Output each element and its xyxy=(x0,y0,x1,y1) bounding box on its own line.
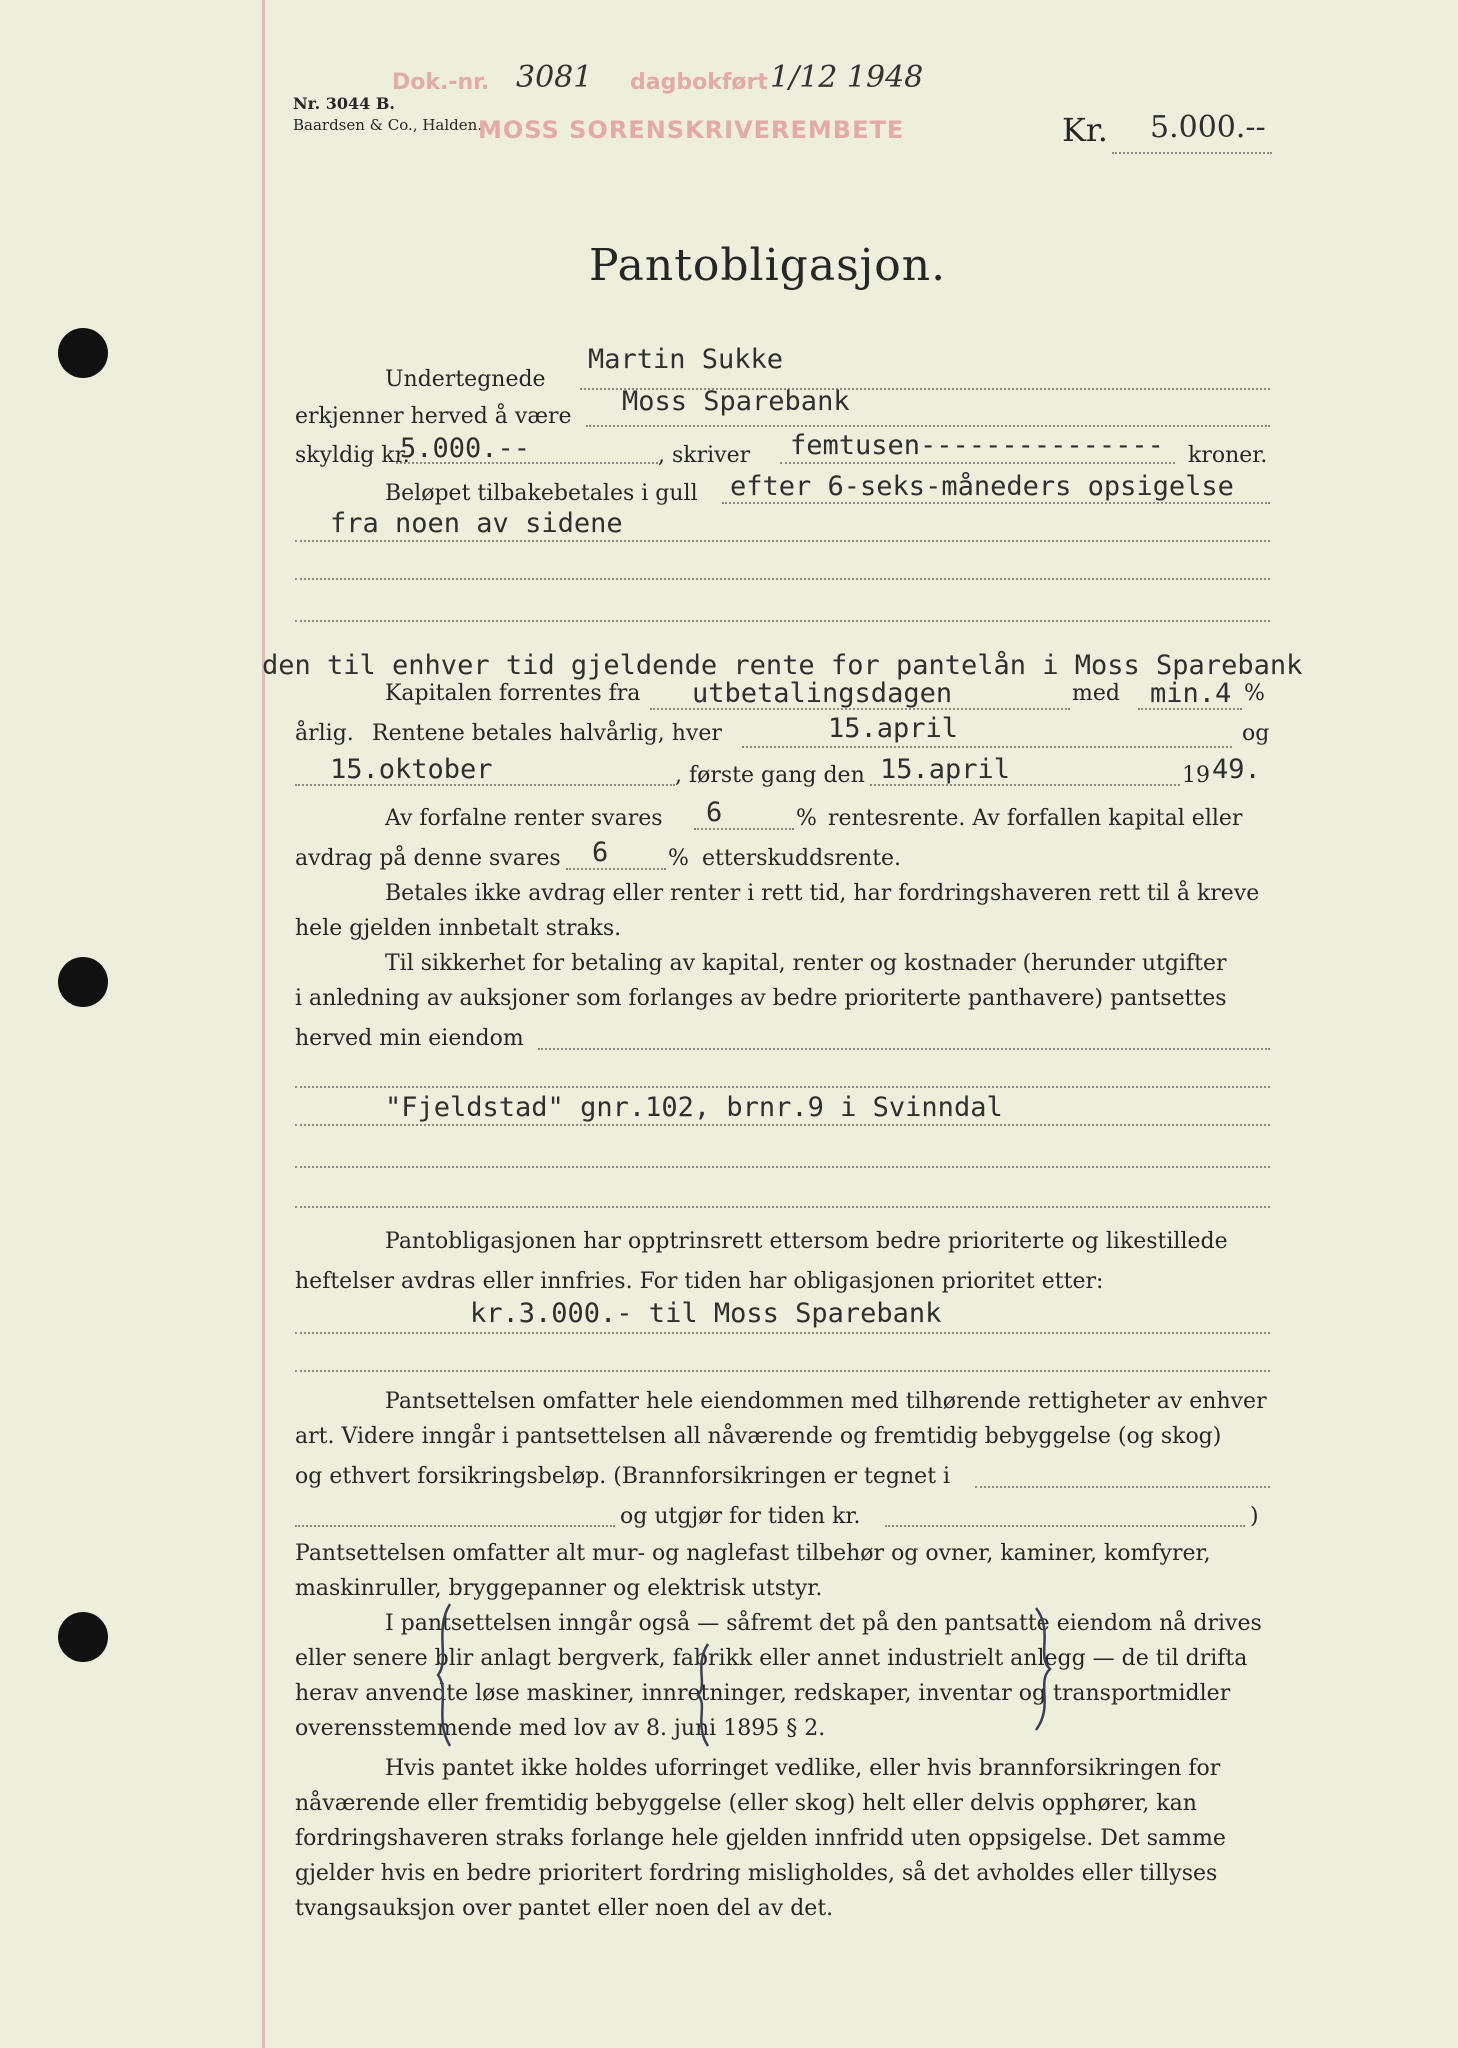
document-title: Pantobligasjon. xyxy=(589,240,947,291)
dotted-line xyxy=(295,1124,1270,1126)
dotted-line xyxy=(295,1166,1270,1168)
arrears-rate: 6 xyxy=(592,837,609,868)
property-description: "Fjeldstad" gnr.102, brnr.9 i Svinndal xyxy=(385,1092,1003,1123)
para-priority-1: Pantobligasjonen har opptrinsrett ettersom bedre prioriterte og likestillede xyxy=(385,1229,1228,1254)
label-acknowledges: erkjenner herved å være xyxy=(295,404,572,429)
year-prefix: 19 xyxy=(1182,763,1210,788)
para-security-3: herved min eiendom xyxy=(295,1026,524,1051)
dotted-line xyxy=(586,425,1270,427)
para-industry-2: eller senere blir anlagt bergverk, fabrikk eller annet industrielt anlegg — de til drifta xyxy=(295,1646,1248,1671)
journal-number: 3081 xyxy=(516,60,593,95)
journal-label-stamp: Dok.-nr. xyxy=(392,70,490,95)
label-first-time: , første gang den xyxy=(675,763,865,788)
para-void-1: Hvis pantet ikke holdes uforringet vedlike, eller hvis brannforsikringen for xyxy=(385,1756,1221,1781)
amount-in-words: femtusen--------------- xyxy=(790,430,1164,461)
dotted-line xyxy=(885,1525,1245,1527)
repayment-terms-1: efter 6-seks-måneders opsigelse xyxy=(730,471,1234,502)
percent-sign: % xyxy=(668,846,689,871)
creditor-name: Moss Sparebank xyxy=(622,386,850,417)
para-scope-3: og ethvert forsikringsbeløp. (Brannforsikringen er tegnet i xyxy=(295,1464,951,1489)
dotted-line xyxy=(295,1370,1270,1372)
dotted-line xyxy=(396,462,658,464)
margin-line xyxy=(262,0,265,2048)
office-stamp: MOSS SORENSKRIVEREMBETE xyxy=(478,116,905,144)
label-interest-from: Kapitalen forrentes fra xyxy=(385,681,641,706)
year-suffix: 49. xyxy=(1212,754,1261,785)
percent-sign: % xyxy=(796,806,817,831)
label-overdue-interest: Av forfalne renter svares xyxy=(385,806,663,831)
debtor-name: Martin Sukke xyxy=(588,344,784,375)
printer-name: Baardsen & Co., Halden. xyxy=(293,116,483,134)
label-writes: , skriver xyxy=(658,443,751,468)
dotted-line xyxy=(295,1525,615,1527)
payment-date-2: 15.oktober xyxy=(330,754,493,785)
label-paid-half-yearly: Rentene betales halvårlig, hver xyxy=(372,721,722,746)
dagbokfort-stamp: dagbokført xyxy=(630,70,768,95)
percent-sign: % xyxy=(1244,681,1265,706)
para-security-1: Til sikkerhet for betaling av kapital, renter og kostnader (herunder utgifter xyxy=(385,951,1227,976)
dotted-line xyxy=(295,784,675,786)
punch-hole xyxy=(58,1612,108,1662)
dotted-line xyxy=(295,1332,1270,1334)
para-priority-2: heftelser avdras eller innfries. For tiden har obligasjonen prioritet etter: xyxy=(295,1269,1104,1294)
label-installment: avdrag på denne svares xyxy=(295,846,561,871)
para-scope-1: Pantsettelsen omfatter hele eiendommen med tilhørende rettigheter av enhver xyxy=(385,1389,1267,1414)
para-industry-1: I pantsettelsen inngår også — såfremt det på den pantsatte eiendom nå drives xyxy=(385,1611,1262,1636)
dotted-line xyxy=(295,620,1270,622)
journal-date: 1/12 1948 xyxy=(770,60,924,95)
para-void-5: tvangsauksjon over pantet eller noen del av det. xyxy=(295,1896,834,1921)
para-scope-4-end: ) xyxy=(1250,1504,1259,1529)
label-installment-b: etterskuddsrente. xyxy=(702,846,902,871)
dotted-line xyxy=(295,578,1270,580)
para-void-3: fordringshaveren straks forlange hele gjelden innfridd uten oppsigelse. Det samme xyxy=(295,1826,1226,1851)
para-security-2: i anledning av auksjoner som forlanges av bedre prioriterte panthavere) pantsettes xyxy=(295,986,1227,1011)
amount-header-value: 5.000.-- xyxy=(1150,110,1266,145)
para-default-1: Betales ikke avdrag eller renter i rett tid, har fordringshaveren rett til å kreve xyxy=(385,881,1260,906)
para-industry-4: overensstemmende med lov av 8. juni 1895 § 2. xyxy=(295,1716,826,1741)
para-void-2: nåværende eller fremtidig bebyggelse (eller skog) helt eller delvis opphører, kan xyxy=(295,1791,1197,1816)
dotted-line xyxy=(1138,708,1242,710)
pencil-brace-mark xyxy=(690,1640,718,1750)
label-yearly: årlig. xyxy=(295,721,354,746)
label-overdue-interest-b: rentesrente. Av forfallen kapital eller xyxy=(828,806,1243,831)
para-fixtures-2: maskinruller, bryggepanner og elektrisk utstyr. xyxy=(295,1576,823,1601)
pencil-brace-mark xyxy=(1030,1604,1062,1734)
first-payment-date: 15.april xyxy=(880,754,1011,785)
dotted-line xyxy=(694,828,794,830)
label-with: med xyxy=(1072,681,1120,706)
para-scope-2: art. Videre inngår i pantsettelsen all nåværende og fremtidig bebyggelse (og skog) xyxy=(295,1424,1222,1449)
dotted-line xyxy=(566,868,666,870)
payment-date-1: 15.april xyxy=(828,713,959,744)
dotted-line xyxy=(295,1086,1270,1088)
dotted-line xyxy=(870,784,1180,786)
dotted-line xyxy=(650,708,1070,710)
interest-rule: den til enhver tid gjeldende rente for pantelån i Moss Sparebank xyxy=(262,650,1303,681)
label-and: og xyxy=(1242,721,1270,746)
para-fixtures-1: Pantsettelsen omfatter alt mur- og naglefast tilbehør og ovner, kaminer, komfyrer, xyxy=(295,1541,1211,1566)
punch-hole xyxy=(58,328,108,378)
punch-hole xyxy=(58,957,108,1007)
pencil-brace-mark xyxy=(430,1600,458,1750)
dotted-line xyxy=(538,1048,1270,1050)
amount-prefix: Kr. xyxy=(1062,111,1108,149)
dotted-line xyxy=(295,1206,1270,1208)
interest-start: utbetalingsdagen xyxy=(692,678,953,709)
dotted-line xyxy=(975,1486,1270,1488)
prior-lien: kr.3.000.- til Moss Sparebank xyxy=(470,1298,942,1329)
compound-rate: 6 xyxy=(706,797,723,828)
dotted-line xyxy=(295,540,1270,542)
repayment-terms-2: fra noen av sidene xyxy=(330,508,623,539)
dotted-line xyxy=(722,502,1270,504)
label-owes: skyldig kr. xyxy=(295,443,410,468)
para-scope-4: og utgjør for tiden kr. xyxy=(620,1504,861,1529)
dotted-line xyxy=(742,746,1232,748)
form-number: Nr. 3044 B. xyxy=(293,94,395,113)
dotted-line xyxy=(780,462,1175,464)
para-industry-3: herav anvendte løse maskiner, innretninger, redskaper, inventar og transportmidler xyxy=(295,1681,1231,1706)
interest-rate: min.4 xyxy=(1150,678,1232,709)
debt-amount: 5.000.-- xyxy=(400,433,531,464)
para-default-2: hele gjelden innbetalt straks. xyxy=(295,916,622,941)
dotted-line xyxy=(1112,152,1272,154)
label-kroner: kroner. xyxy=(1188,443,1268,468)
label-repaid: Beløpet tilbakebetales i gull xyxy=(385,481,698,506)
para-void-4: gjelder hvis en bedre prioritert fordring misligholdes, så det avholdes eller tillyses xyxy=(295,1861,1218,1886)
label-undersigned: Undertegnede xyxy=(385,367,546,392)
